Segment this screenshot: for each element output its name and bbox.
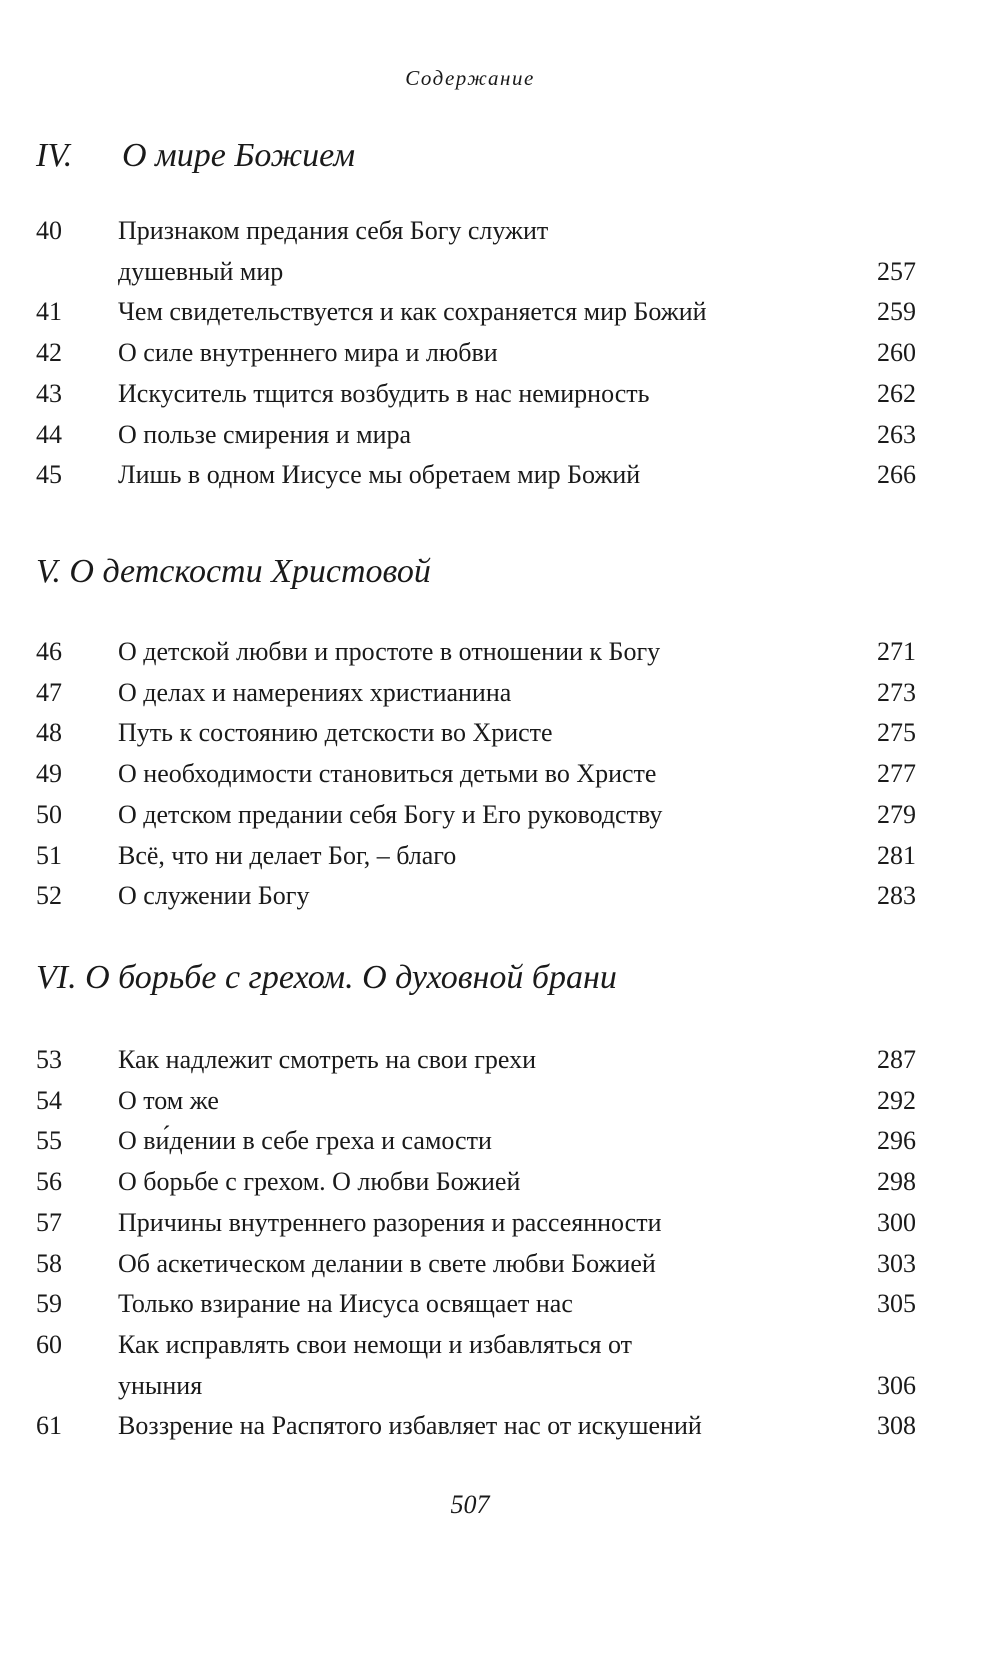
entry-title: Лишь в одном Иисусе мы обретаем мир Божий xyxy=(118,460,641,490)
entry-title: Искуситель тщится возбудить в нас немирность xyxy=(118,378,650,408)
entry-page: 266 xyxy=(877,460,916,490)
toc-entry[interactable] xyxy=(36,1162,916,1203)
entry-number: 44 xyxy=(36,419,62,449)
toc-entry[interactable] xyxy=(36,836,916,877)
entry-title: О служении Богу xyxy=(118,881,310,911)
section-title xyxy=(36,136,916,176)
entry-number: 48 xyxy=(36,718,62,748)
entry-page: 308 xyxy=(877,1411,916,1441)
entry-page: 262 xyxy=(877,378,916,408)
section-numeral: VI. xyxy=(36,959,77,996)
entry-page: 275 xyxy=(877,718,916,748)
toc-entry[interactable] xyxy=(36,1284,916,1325)
entry-number: 50 xyxy=(36,799,62,829)
entry-title: Воззрение на Распятого избавляет нас от искушений xyxy=(118,1411,702,1441)
entry-page: 300 xyxy=(877,1207,916,1237)
entry-title: О детской любви и простоте в отношении к Богу xyxy=(118,637,661,666)
entry-page: 303 xyxy=(877,1248,916,1278)
toc-entry[interactable] xyxy=(36,1040,916,1081)
toc-entry[interactable] xyxy=(36,455,916,496)
section-numeral: V. xyxy=(36,553,61,590)
entry-title: О том же xyxy=(118,1085,219,1115)
entry-page: 260 xyxy=(877,338,916,368)
entry-number: 56 xyxy=(36,1167,62,1197)
entry-page: 298 xyxy=(877,1167,916,1197)
entry-page: 271 xyxy=(877,637,916,666)
toc-entry[interactable] xyxy=(36,673,916,714)
entry-title: Путь к состоянию детскости во Христе xyxy=(118,718,553,748)
entry-title: Только взирание на Иисуса освящает нас xyxy=(118,1289,573,1319)
entry-page: 259 xyxy=(877,297,916,327)
entry-page: 287 xyxy=(877,1045,916,1074)
entry-number: 60 xyxy=(36,1329,62,1359)
entry-page: 281 xyxy=(877,840,916,870)
entry-number: 58 xyxy=(36,1248,62,1278)
entry-number: 49 xyxy=(36,759,62,789)
toc-entry[interactable] xyxy=(36,1325,916,1406)
entry-page: 279 xyxy=(877,799,916,829)
section-vi-entries xyxy=(36,1040,916,1447)
entry-title: О детском предании себя Богу и Его руководству xyxy=(118,799,663,829)
entry-page: 306 xyxy=(877,1370,916,1400)
entry-title: Об аскетическом делании в свете любви Божией xyxy=(118,1248,656,1278)
entry-title: О силе внутреннего мира и любви xyxy=(118,338,498,368)
entry-number: 53 xyxy=(36,1045,62,1074)
entry-number: 61 xyxy=(36,1411,62,1441)
entry-number: 40 xyxy=(36,216,62,245)
toc-entry[interactable] xyxy=(36,1406,916,1447)
entry-number: 55 xyxy=(36,1126,62,1156)
section-numeral: IV. xyxy=(36,137,73,174)
entry-number: 43 xyxy=(36,378,62,408)
entry-title: Как надлежит смотреть на свои грехи xyxy=(118,1045,536,1074)
entry-page: 257 xyxy=(877,256,916,286)
entry-title: Как исправлять свои немощи и избавляться от уныния xyxy=(118,1329,633,1400)
toc-entry[interactable] xyxy=(36,713,916,754)
toc-entry[interactable] xyxy=(36,1203,916,1244)
section-title-text: О борьбе с грехом. О духовной брани xyxy=(85,959,617,996)
toc-entry[interactable] xyxy=(36,415,916,456)
section-v xyxy=(36,552,916,592)
section-iv-entries xyxy=(36,211,916,496)
entry-title: О пользе смирения и мира xyxy=(118,419,412,449)
section-title xyxy=(36,552,916,592)
entry-number: 54 xyxy=(36,1085,62,1115)
entry-number: 47 xyxy=(36,677,62,707)
toc-entry[interactable] xyxy=(36,211,916,292)
toc-entry[interactable] xyxy=(36,795,916,836)
section-title xyxy=(36,958,916,998)
entry-title: Всё, что ни делает Бог, – благо xyxy=(118,840,457,870)
entry-title: О необходимости становиться детьми во Христе xyxy=(118,759,657,789)
entry-title: О делах и намерениях христианина xyxy=(118,677,512,707)
section-title-text: О мире Божием xyxy=(122,137,356,174)
entry-number: 59 xyxy=(36,1289,62,1319)
entry-title: Чем свидетельствуется и как сохраняется мир Божий xyxy=(118,297,707,327)
entry-page: 273 xyxy=(877,677,916,707)
toc-entry[interactable] xyxy=(36,876,916,917)
toc-entry[interactable] xyxy=(36,754,916,795)
entry-page: 277 xyxy=(877,759,916,789)
section-v-entries xyxy=(36,632,916,917)
entry-title: О ви́дении в себе греха и самости xyxy=(118,1126,492,1156)
entry-number: 45 xyxy=(36,460,62,490)
toc-entry[interactable] xyxy=(36,1081,916,1122)
entry-title: Причины внутреннего разорения и рассеянности xyxy=(118,1207,662,1237)
section-iv xyxy=(36,136,916,176)
section-title-text: О детскости Христовой xyxy=(69,553,431,590)
entry-page: 283 xyxy=(877,881,916,911)
toc-entry[interactable] xyxy=(36,374,916,415)
entry-page: 296 xyxy=(877,1126,916,1156)
entry-number: 52 xyxy=(36,881,62,911)
entry-number: 42 xyxy=(36,338,62,368)
toc-entry[interactable] xyxy=(36,1244,916,1285)
toc-entry[interactable] xyxy=(36,1121,916,1162)
toc-entry[interactable] xyxy=(36,333,916,374)
entry-title: Признаком предания себя Богу служит душевный мир xyxy=(118,216,549,286)
toc-entry[interactable] xyxy=(36,632,916,673)
entry-number: 46 xyxy=(36,637,62,666)
entry-number: 57 xyxy=(36,1207,62,1237)
entry-title: О борьбе с грехом. О любви Божией xyxy=(118,1167,521,1197)
entry-page: 292 xyxy=(877,1085,916,1115)
entry-number: 41 xyxy=(36,297,62,327)
section-vi xyxy=(36,958,916,998)
toc-entry[interactable] xyxy=(36,292,916,333)
entry-number: 51 xyxy=(36,840,62,870)
running-head: Содержание xyxy=(405,66,535,90)
entry-page: 263 xyxy=(877,419,916,449)
entry-page: 305 xyxy=(877,1289,916,1319)
page-number: 507 xyxy=(450,1490,490,1519)
